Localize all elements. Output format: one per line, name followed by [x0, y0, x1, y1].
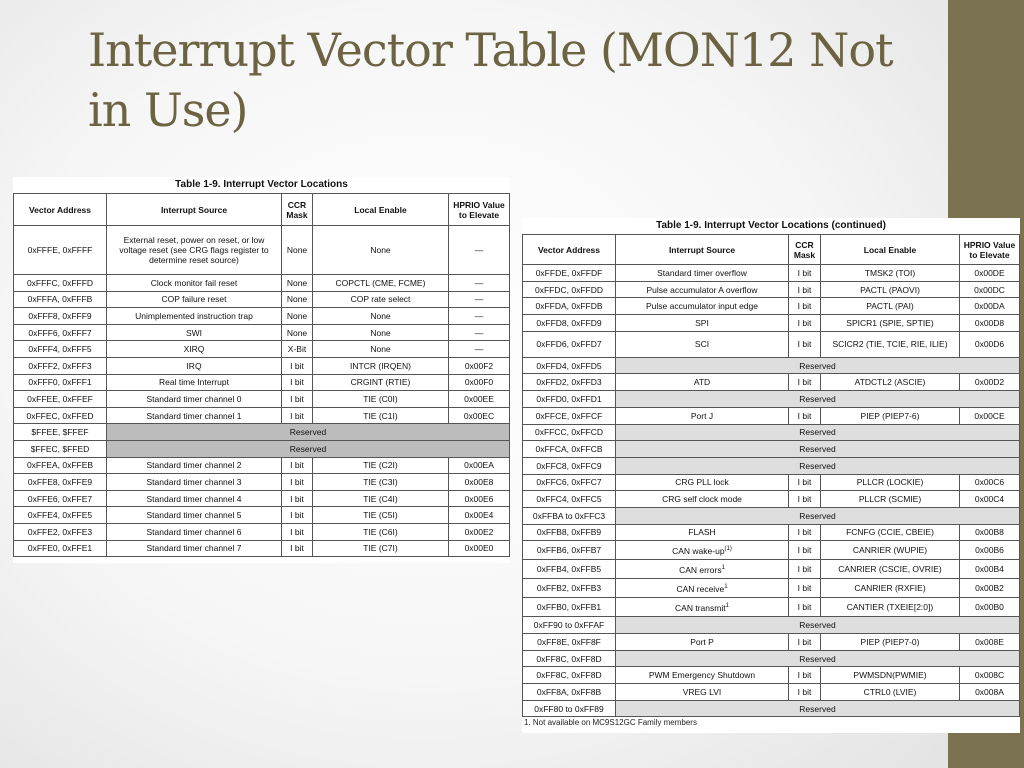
cell-hprio-value: 0x00DC — [960, 281, 1020, 298]
reserved-row — [14, 424, 510, 441]
cell-ccr-mask: I bit — [282, 507, 313, 524]
interrupt-source-text: ATD — [693, 377, 711, 388]
interrupt-source-text: Unimplemented instruction trap — [135, 310, 253, 321]
cell-ccr-mask: I bit — [789, 265, 821, 282]
cell-vector-address: 0xFFD2, 0xFFD3 — [523, 374, 616, 391]
cell-ccr-mask: I bit — [789, 634, 821, 651]
cell-vector-address: 0xFF8C, 0xFF8D — [523, 667, 616, 684]
cell-interrupt-source — [107, 291, 282, 308]
table-right-panel — [522, 218, 1020, 733]
table-row — [523, 598, 1020, 617]
cell-hprio-value: 0x00B6 — [960, 541, 1020, 560]
cell-ccr-mask: I bit — [282, 391, 313, 408]
cell-vector-address: 0xFFCC, 0xFFCD — [523, 424, 616, 441]
cell-reserved: Reserved — [107, 424, 510, 441]
cell-vector-address: 0xFF8E, 0xFF8F — [523, 634, 616, 651]
cell-hprio-value: 0x00B2 — [960, 579, 1020, 598]
cell-hprio-value: 0x00F2 — [449, 357, 510, 374]
interrupt-source-text: CRG PLL lock — [675, 477, 729, 488]
cell-vector-address: 0xFFD8, 0xFFD9 — [523, 315, 616, 332]
footnote-marker: 1 — [724, 584, 728, 591]
cell-interrupt-source — [616, 634, 789, 651]
cell-interrupt-source — [616, 315, 789, 332]
cell-local-enable: PIEP (PIEP7-6) — [821, 407, 960, 424]
cell-ccr-mask: None — [282, 275, 313, 292]
cell-vector-address: 0xFFE2, 0xFFE3 — [14, 523, 107, 540]
table-row — [523, 579, 1020, 598]
table-row — [14, 540, 510, 557]
table-row — [14, 308, 510, 325]
cell-interrupt-source — [107, 275, 282, 292]
interrupt-source-text: COP failure reset — [161, 294, 227, 305]
header-interrupt-source: Interrupt Source — [107, 194, 282, 226]
interrupt-source-text: External reset, power on reset, or low voltage reset (see CRG flags register to determine reset source) — [119, 235, 269, 265]
interrupt-source-text: Pulse accumulator input edge — [646, 301, 758, 312]
cell-local-enable: PACTL (PAI) — [821, 298, 960, 315]
cell-local-enable: COP rate select — [313, 291, 449, 308]
cell-ccr-mask: I bit — [282, 540, 313, 557]
interrupt-source-text: SWI — [185, 327, 203, 338]
cell-local-enable: ATDCTL2 (ASCIE) — [821, 374, 960, 391]
reserved-row — [523, 650, 1020, 667]
cell-vector-address: 0xFFC6, 0xFFC7 — [523, 474, 616, 491]
cell-vector-address: 0xFFD4, 0xFFD5 — [523, 357, 616, 374]
footnote-marker: (1) — [724, 546, 732, 553]
cell-local-enable: PIEP (PIEP7-0) — [821, 634, 960, 651]
cell-vector-address: $FFEE, $FFEF — [14, 424, 107, 441]
cell-vector-address: 0xFFB0, 0xFFB1 — [523, 598, 616, 617]
table-right-caption: Table 1-9. Interrupt Vector Locations (continued) — [656, 220, 886, 231]
cell-hprio-value: 0x00B0 — [960, 598, 1020, 617]
header-interrupt-source: Interrupt Source — [616, 235, 789, 265]
cell-vector-address: $FFEC, $FFED — [14, 440, 107, 457]
cell-hprio-value: 0x00C4 — [960, 491, 1020, 508]
cell-vector-address: 0xFFD0, 0xFFD1 — [523, 391, 616, 408]
cell-hprio-value: 0x00DA — [960, 298, 1020, 315]
header-local-enable: Local Enable — [821, 235, 960, 265]
table-row — [523, 541, 1020, 560]
cell-hprio-value: 0x00D2 — [960, 374, 1020, 391]
cell-vector-address: 0xFF80 to 0xFF89 — [523, 700, 616, 717]
cell-local-enable: INTCR (IRQEN) — [313, 357, 449, 374]
reserved-row — [523, 700, 1020, 717]
table-row — [523, 265, 1020, 282]
interrupt-source-text: Standard timer overflow — [657, 267, 747, 278]
cell-vector-address: 0xFFF6, 0xFFF7 — [14, 324, 107, 341]
cell-vector-address: 0xFFF4, 0xFFF5 — [14, 341, 107, 358]
cell-hprio-value: 0x00E2 — [449, 523, 510, 540]
cell-interrupt-source — [107, 391, 282, 408]
cell-vector-address: 0xFFFE, 0xFFFF — [14, 226, 107, 275]
cell-hprio-value: 0x00E4 — [449, 507, 510, 524]
interrupt-source-text: CRG self clock mode — [662, 494, 742, 505]
table-row — [523, 474, 1020, 491]
table-row — [14, 523, 510, 540]
cell-vector-address: 0xFFB4, 0xFFB5 — [523, 560, 616, 579]
cell-vector-address: 0xFFB8, 0xFFB9 — [523, 524, 616, 541]
cell-ccr-mask: I bit — [282, 523, 313, 540]
cell-vector-address: 0xFFB2, 0xFFB3 — [523, 579, 616, 598]
cell-local-enable: TIE (C2I) — [313, 457, 449, 474]
cell-local-enable: PWMSDN(PWMIE) — [821, 667, 960, 684]
cell-local-enable: CANRIER (WUPIE) — [821, 541, 960, 560]
cell-hprio-value: 0x00EE — [449, 391, 510, 408]
interrupt-source-text: Standard timer channel 6 — [146, 526, 242, 537]
header-hprio-value: HPRIO Value to Elevate — [960, 235, 1020, 265]
cell-hprio-value: — — [449, 275, 510, 292]
interrupt-source-text: Port P — [690, 636, 714, 647]
cell-vector-address: 0xFFFA, 0xFFFB — [14, 291, 107, 308]
cell-interrupt-source — [616, 474, 789, 491]
cell-ccr-mask: None — [282, 308, 313, 325]
cell-hprio-value: 0x00DE — [960, 265, 1020, 282]
cell-local-enable: PACTL (PAOVI) — [821, 281, 960, 298]
cell-hprio-value: 0x00B8 — [960, 524, 1020, 541]
header-vector-address: Vector Address — [14, 194, 107, 226]
cell-reserved: Reserved — [616, 391, 1020, 408]
cell-interrupt-source — [107, 341, 282, 358]
cell-hprio-value: 0x00EA — [449, 457, 510, 474]
cell-vector-address: 0xFFD6, 0xFFD7 — [523, 331, 616, 357]
table-row — [523, 331, 1020, 357]
cell-ccr-mask: I bit — [789, 331, 821, 357]
cell-ccr-mask: I bit — [789, 474, 821, 491]
table-row — [523, 374, 1020, 391]
cell-ccr-mask: I bit — [789, 560, 821, 579]
cell-hprio-value: 0x00B4 — [960, 560, 1020, 579]
cell-reserved: Reserved — [616, 507, 1020, 524]
cell-hprio-value: 0x00CE — [960, 407, 1020, 424]
cell-hprio-value: 0x008C — [960, 667, 1020, 684]
table-row — [14, 374, 510, 391]
cell-vector-address: 0xFFF2, 0xFFF3 — [14, 357, 107, 374]
cell-interrupt-source — [616, 331, 789, 357]
cell-local-enable: CANRIER (RXFIE) — [821, 579, 960, 598]
cell-vector-address: 0xFFBA to 0xFFC3 — [523, 507, 616, 524]
cell-interrupt-source — [107, 507, 282, 524]
table-row — [523, 491, 1020, 508]
header-vector-address: Vector Address — [523, 235, 616, 265]
interrupt-source-text: Standard timer channel 5 — [146, 510, 242, 521]
cell-ccr-mask: I bit — [789, 281, 821, 298]
cell-interrupt-source — [107, 357, 282, 374]
interrupt-source-text: PWM Emergency Shutdown — [648, 670, 756, 681]
cell-local-enable: TIE (C1I) — [313, 407, 449, 424]
interrupt-source-text: CAN errors — [679, 565, 722, 576]
table-row — [523, 667, 1020, 684]
reserved-row — [523, 391, 1020, 408]
cell-interrupt-source — [616, 579, 789, 598]
cell-interrupt-source — [107, 540, 282, 557]
table-row — [523, 298, 1020, 315]
cell-local-enable: None — [313, 308, 449, 325]
cell-ccr-mask: I bit — [789, 315, 821, 332]
cell-interrupt-source — [107, 324, 282, 341]
cell-vector-address: 0xFFE4, 0xFFE5 — [14, 507, 107, 524]
cell-interrupt-source — [107, 474, 282, 491]
table-footnote: 1. Not available on MC9S12GC Family members — [524, 718, 697, 727]
cell-hprio-value: 0x00D6 — [960, 331, 1020, 357]
reserved-row — [523, 457, 1020, 474]
cell-hprio-value: 0x00EC — [449, 407, 510, 424]
interrupt-source-text: Standard timer channel 7 — [146, 543, 242, 554]
table-header-row — [14, 194, 510, 226]
reserved-row — [523, 617, 1020, 634]
cell-interrupt-source — [616, 298, 789, 315]
table-row — [14, 341, 510, 358]
cell-local-enable: TIE (C7I) — [313, 540, 449, 557]
interrupt-source-text: SCI — [694, 339, 710, 350]
cell-vector-address: 0xFFE6, 0xFFE7 — [14, 490, 107, 507]
table-row — [14, 490, 510, 507]
cell-ccr-mask: I bit — [789, 374, 821, 391]
header-local-enable: Local Enable — [313, 194, 449, 226]
cell-local-enable: CANRIER (CSCIE, OVRIE) — [821, 560, 960, 579]
cell-hprio-value: 0x008A — [960, 684, 1020, 701]
table-row — [523, 315, 1020, 332]
cell-ccr-mask: None — [282, 324, 313, 341]
cell-interrupt-source — [616, 541, 789, 560]
reserved-row — [14, 440, 510, 457]
cell-reserved: Reserved — [616, 617, 1020, 634]
cell-ccr-mask: I bit — [789, 579, 821, 598]
cell-ccr-mask: None — [282, 291, 313, 308]
cell-hprio-value: — — [449, 341, 510, 358]
cell-local-enable: None — [313, 226, 449, 275]
cell-ccr-mask: I bit — [789, 298, 821, 315]
cell-local-enable: CRGINT (RTIE) — [313, 374, 449, 391]
table-row — [14, 407, 510, 424]
interrupt-source-text: VREG LVI — [682, 686, 722, 697]
cell-local-enable: None — [313, 341, 449, 358]
cell-interrupt-source — [616, 281, 789, 298]
interrupt-source-text: SPI — [695, 317, 709, 328]
table-row — [14, 275, 510, 292]
header-hprio-value: HPRIO Value to Elevate — [449, 194, 510, 226]
cell-interrupt-source — [107, 308, 282, 325]
cell-vector-address: 0xFF8A, 0xFF8B — [523, 684, 616, 701]
cell-ccr-mask: I bit — [282, 374, 313, 391]
cell-ccr-mask: I bit — [789, 541, 821, 560]
table-row — [523, 634, 1020, 651]
table-row — [14, 324, 510, 341]
table-row — [14, 391, 510, 408]
cell-interrupt-source — [107, 374, 282, 391]
table-row — [14, 457, 510, 474]
table-row — [523, 560, 1020, 579]
cell-interrupt-source — [616, 374, 789, 391]
reserved-row — [523, 424, 1020, 441]
reserved-row — [523, 357, 1020, 374]
cell-ccr-mask: I bit — [789, 684, 821, 701]
cell-local-enable: PLLCR (SCMIE) — [821, 491, 960, 508]
interrupt-vector-table-left — [13, 193, 510, 557]
table-row — [14, 474, 510, 491]
cell-ccr-mask: None — [282, 226, 313, 275]
interrupt-source-text: XIRQ — [183, 344, 205, 355]
cell-vector-address: 0xFF90 to 0xFFAF — [523, 617, 616, 634]
cell-vector-address: 0xFFDA, 0xFFDB — [523, 298, 616, 315]
cell-vector-address: 0xFFF0, 0xFFF1 — [14, 374, 107, 391]
interrupt-vector-table-right — [522, 234, 1020, 717]
cell-ccr-mask: X-Bit — [282, 341, 313, 358]
cell-local-enable: PLLCR (LOCKIE) — [821, 474, 960, 491]
cell-interrupt-source — [616, 524, 789, 541]
cell-interrupt-source — [107, 457, 282, 474]
cell-reserved: Reserved — [107, 440, 510, 457]
cell-interrupt-source — [107, 523, 282, 540]
cell-interrupt-source — [616, 407, 789, 424]
cell-interrupt-source — [107, 490, 282, 507]
footnote-marker: 1 — [721, 565, 725, 572]
cell-vector-address: 0xFFC4, 0xFFC5 — [523, 491, 616, 508]
cell-local-enable: TIE (C5I) — [313, 507, 449, 524]
interrupt-source-text: Standard timer channel 0 — [146, 393, 242, 404]
cell-ccr-mask: I bit — [282, 407, 313, 424]
cell-interrupt-source — [616, 491, 789, 508]
cell-hprio-value: 0x00E8 — [449, 474, 510, 491]
cell-ccr-mask: I bit — [282, 474, 313, 491]
interrupt-source-text: CAN transmit — [675, 603, 726, 614]
table-row — [14, 291, 510, 308]
cell-reserved: Reserved — [616, 700, 1020, 717]
interrupt-source-text: CAN wake-up — [672, 546, 725, 557]
cell-hprio-value: 0x00C6 — [960, 474, 1020, 491]
cell-local-enable: TIE (C0I) — [313, 391, 449, 408]
cell-interrupt-source — [107, 226, 282, 275]
cell-vector-address: 0xFFFC, 0xFFFD — [14, 275, 107, 292]
cell-vector-address: 0xFFCE, 0xFFCF — [523, 407, 616, 424]
cell-interrupt-source — [616, 598, 789, 617]
interrupt-source-text: Standard timer channel 2 — [146, 460, 242, 471]
cell-ccr-mask: I bit — [282, 357, 313, 374]
cell-vector-address: 0xFFDC, 0xFFDD — [523, 281, 616, 298]
cell-ccr-mask: I bit — [789, 524, 821, 541]
cell-local-enable: None — [313, 324, 449, 341]
cell-hprio-value: 0x00E0 — [449, 540, 510, 557]
cell-vector-address: 0xFFEC, 0xFFED — [14, 407, 107, 424]
cell-hprio-value: — — [449, 291, 510, 308]
header-ccr-mask: CCR Mask — [789, 235, 821, 265]
cell-local-enable: TMSK2 (TOI) — [821, 265, 960, 282]
cell-ccr-mask: I bit — [789, 491, 821, 508]
cell-reserved: Reserved — [616, 357, 1020, 374]
slide-title: Interrupt Vector Table (MON12 Not in Use) — [88, 23, 893, 137]
cell-vector-address: 0xFFB6, 0xFFB7 — [523, 541, 616, 560]
cell-interrupt-source — [616, 684, 789, 701]
table-row — [14, 357, 510, 374]
cell-local-enable: SCICR2 (TIE, TCIE, RIE, ILIE) — [821, 331, 960, 357]
interrupt-source-text: Standard timer channel 4 — [146, 493, 242, 504]
interrupt-source-text: Pulse accumulator A overflow — [646, 284, 758, 295]
cell-ccr-mask: I bit — [282, 457, 313, 474]
reserved-row — [523, 441, 1020, 458]
table-row — [523, 407, 1020, 424]
cell-vector-address: 0xFFEA, 0xFFEB — [14, 457, 107, 474]
cell-hprio-value: 0x00D8 — [960, 315, 1020, 332]
cell-local-enable: COPCTL (CME, FCME) — [313, 275, 449, 292]
cell-reserved: Reserved — [616, 457, 1020, 474]
cell-hprio-value: — — [449, 226, 510, 275]
cell-ccr-mask: I bit — [789, 407, 821, 424]
cell-hprio-value: 0x008E — [960, 634, 1020, 651]
cell-local-enable: TIE (C3I) — [313, 474, 449, 491]
cell-interrupt-source — [616, 667, 789, 684]
cell-local-enable: TIE (C6I) — [313, 523, 449, 540]
cell-vector-address: 0xFFCA, 0xFFCB — [523, 441, 616, 458]
interrupt-source-text: FLASH — [688, 527, 716, 538]
cell-hprio-value: — — [449, 324, 510, 341]
cell-ccr-mask: I bit — [789, 667, 821, 684]
table-row — [523, 684, 1020, 701]
cell-ccr-mask: I bit — [789, 598, 821, 617]
cell-hprio-value: — — [449, 308, 510, 325]
cell-vector-address: 0xFFEE, 0xFFEF — [14, 391, 107, 408]
reserved-row — [523, 507, 1020, 524]
cell-local-enable: TIE (C4I) — [313, 490, 449, 507]
cell-vector-address: 0xFFC8, 0xFFC9 — [523, 457, 616, 474]
interrupt-source-text: Port J — [690, 410, 714, 421]
cell-local-enable: FCNFG (CCIE, CBEIE) — [821, 524, 960, 541]
header-ccr-mask: CCR Mask — [282, 194, 313, 226]
cell-reserved: Reserved — [616, 650, 1020, 667]
cell-vector-address: 0xFFF8, 0xFFF9 — [14, 308, 107, 325]
table-row — [523, 281, 1020, 298]
table-left-panel — [13, 177, 510, 563]
cell-interrupt-source — [616, 265, 789, 282]
interrupt-source-text: Standard timer channel 3 — [146, 476, 242, 487]
interrupt-source-text: Real time Interrupt — [159, 377, 229, 388]
cell-vector-address: 0xFFE0, 0xFFE1 — [14, 540, 107, 557]
table-header-row — [523, 235, 1020, 265]
cell-hprio-value: 0x00F0 — [449, 374, 510, 391]
cell-reserved: Reserved — [616, 441, 1020, 458]
interrupt-source-text: Clock monitor fail reset — [150, 277, 238, 288]
interrupt-source-text: IRQ — [186, 360, 202, 371]
cell-vector-address: 0xFF8C, 0xFF8D — [523, 650, 616, 667]
interrupt-source-text: Standard timer channel 1 — [146, 410, 242, 421]
table-left-caption: Table 1-9. Interrupt Vector Locations — [175, 179, 348, 190]
cell-local-enable: CTRL0 (LVIE) — [821, 684, 960, 701]
cell-reserved: Reserved — [616, 424, 1020, 441]
cell-vector-address: 0xFFE8, 0xFFE9 — [14, 474, 107, 491]
cell-interrupt-source — [616, 560, 789, 579]
interrupt-source-text: CAN receive — [676, 584, 725, 595]
table-row — [14, 226, 510, 275]
cell-vector-address: 0xFFDE, 0xFFDF — [523, 265, 616, 282]
cell-interrupt-source — [107, 407, 282, 424]
cell-ccr-mask: I bit — [282, 490, 313, 507]
cell-local-enable: CANTIER (TXEIE[2:0]) — [821, 598, 960, 617]
table-row — [14, 507, 510, 524]
footnote-marker: 1 — [725, 603, 729, 610]
cell-hprio-value: 0x00E6 — [449, 490, 510, 507]
cell-local-enable: SPICR1 (SPIE, SPTIE) — [821, 315, 960, 332]
table-row — [523, 524, 1020, 541]
